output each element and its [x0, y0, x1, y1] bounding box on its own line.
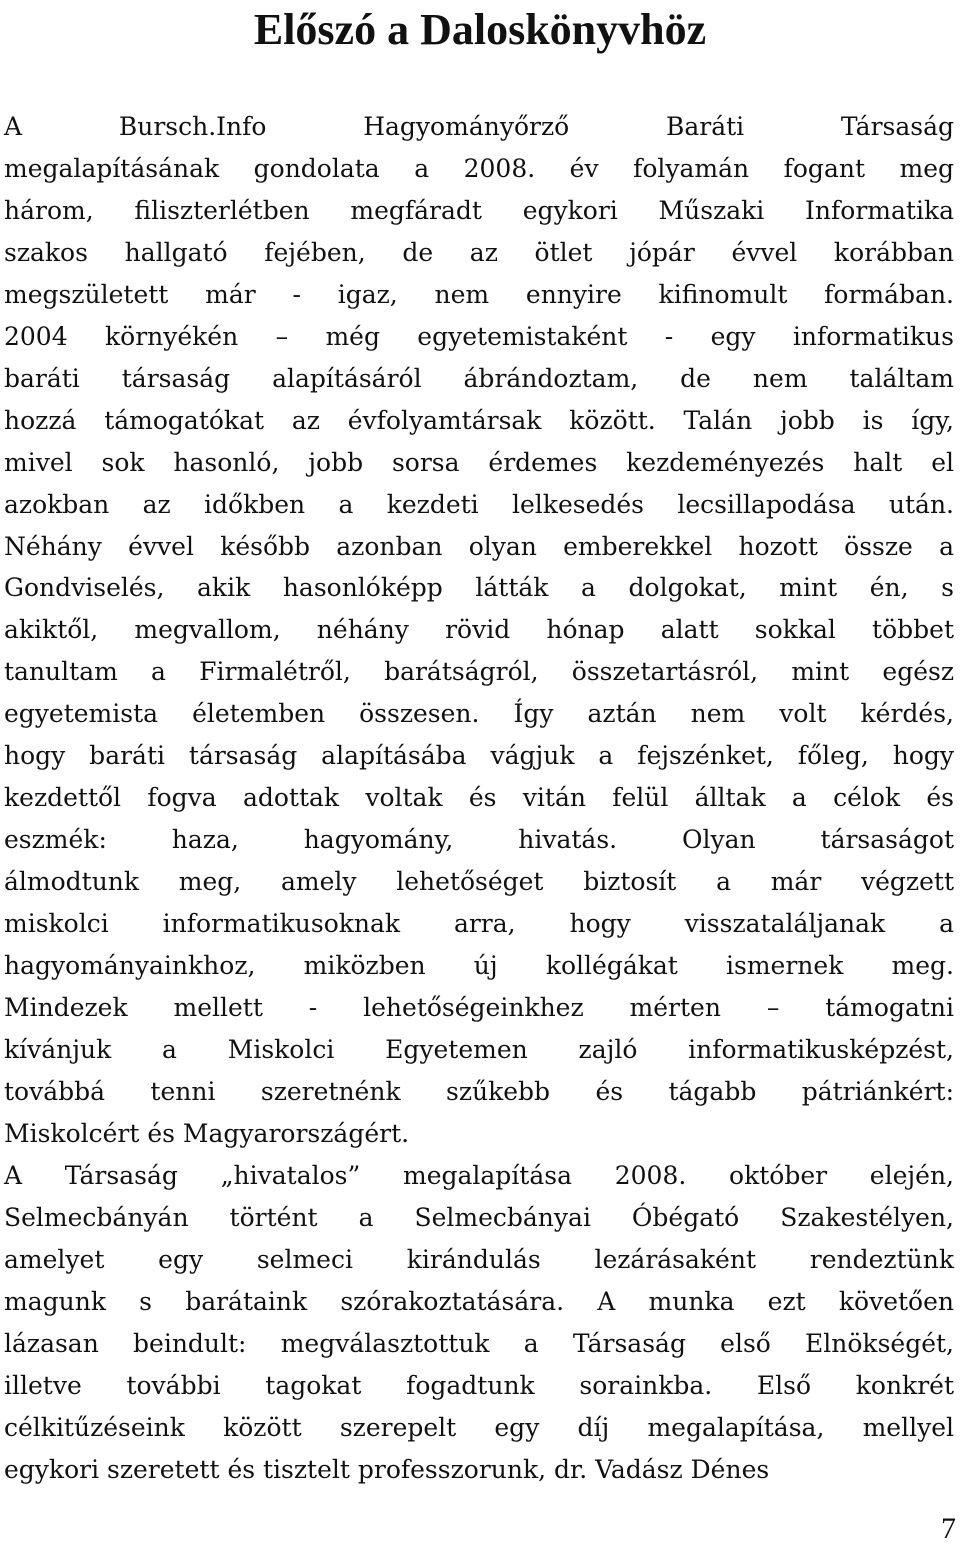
text-line: magunk s barátaink szórakoztatására. A munka ezt követően [4, 1286, 954, 1316]
text-line: megszületett már - igaz, nem ennyire kifinomult formában. [4, 279, 954, 309]
text-line: szakos hallgató fejében, de az ötlet jópár évvel korábban [4, 237, 954, 267]
text-line: illetve további tagokat fogadtunk sorainkba. Első konkrét [4, 1370, 954, 1400]
text-line: Mindezek mellett - lehetőségeinkhez mérten – támogatni [4, 993, 954, 1023]
text-line: A Bursch.Info Hagyományőrző Baráti Társaság [4, 112, 954, 141]
page-title: Előszó a Daloskönyvhöz [253, 5, 707, 54]
body-text [4, 106, 954, 1490]
text-line: továbbá tenni szeretnénk szűkebb és tágabb pátriánkért: [4, 1076, 954, 1106]
text-line: akiktől, megvallom, néhány rövid hónap alatt sokkal többet [4, 615, 954, 645]
paragraph [4, 106, 954, 1155]
paragraph [4, 1155, 954, 1491]
text-line: kezdettől fogva adottak voltak és vitán felül álltak a célok és [4, 783, 954, 813]
text-line: tanultam a Firmalétről, barátságról, összetartásról, mint egész [4, 657, 954, 687]
text-line: három, filiszterlétben megfáradt egykori Műszaki Informatika [4, 195, 954, 225]
text-line: hozzá támogatókat az évfolyamtársak között. Talán jobb is így, [4, 405, 954, 435]
text-line: miskolci informatikusoknak arra, hogy visszataláljanak a [4, 909, 954, 939]
text-line: célkitűzéseink között szerepelt egy díj megalapítása, mellyel [4, 1412, 954, 1442]
text-line: megalapításának gondolata a 2008. év folyamán fogant meg [4, 153, 954, 183]
text-line: amelyet egy selmeci kirándulás lezárásaként rendeztünk [4, 1244, 954, 1274]
text-line: álmodtunk meg, amely lehetőséget biztosít a már végzett [4, 867, 954, 897]
text-line: Selmecbányán történt a Selmecbányai Óbégató Szakestélyen, [4, 1202, 954, 1232]
text-line: hogy baráti társaság alapításába vágjuk a fejszénket, főleg, hogy [4, 741, 954, 771]
page-number: 7 [941, 1512, 956, 1545]
text-line: A Társaság „hivatalos” megalapítása 2008. október elején, [4, 1160, 954, 1190]
text-line: eszmék: haza, hagyomány, hivatás. Olyan társaságot [4, 825, 954, 855]
text-line: Gondviselés, akik hasonlóképp látták a dolgokat, mint én, s [4, 573, 954, 603]
text-line: lázasan beindult: megválasztottuk a Társaság első Elnökségét, [4, 1328, 954, 1358]
text-line: egyetemista életemben összesen. Így aztán nem volt kérdés, [4, 699, 954, 729]
text-line: egykori szeretett és tisztelt professzorunk, dr. Vadász Dénes [4, 1454, 770, 1484]
text-line: Néhány évvel később azonban olyan emberekkel hozott össze a [4, 531, 954, 561]
text-line: azokban az időkben a kezdeti lelkesedés lecsillapodása után. [4, 489, 954, 519]
text-line: kívánjuk a Miskolci Egyetemen zajló informatikusképzést, [4, 1034, 954, 1064]
text-line: Miskolcért és Magyarországért. [4, 1118, 410, 1148]
text-line: 2004 környékén – még egyetemistaként - egy informatikus [4, 321, 954, 351]
text-line: mivel sok hasonló, jobb sorsa érdemes kezdeményezés halt el [4, 447, 954, 477]
text-line: hagyományainkhoz, miközben új kollégákat ismernek meg. [4, 951, 954, 981]
text-line: baráti társaság alapításáról ábrándoztam, de nem találtam [4, 363, 954, 393]
